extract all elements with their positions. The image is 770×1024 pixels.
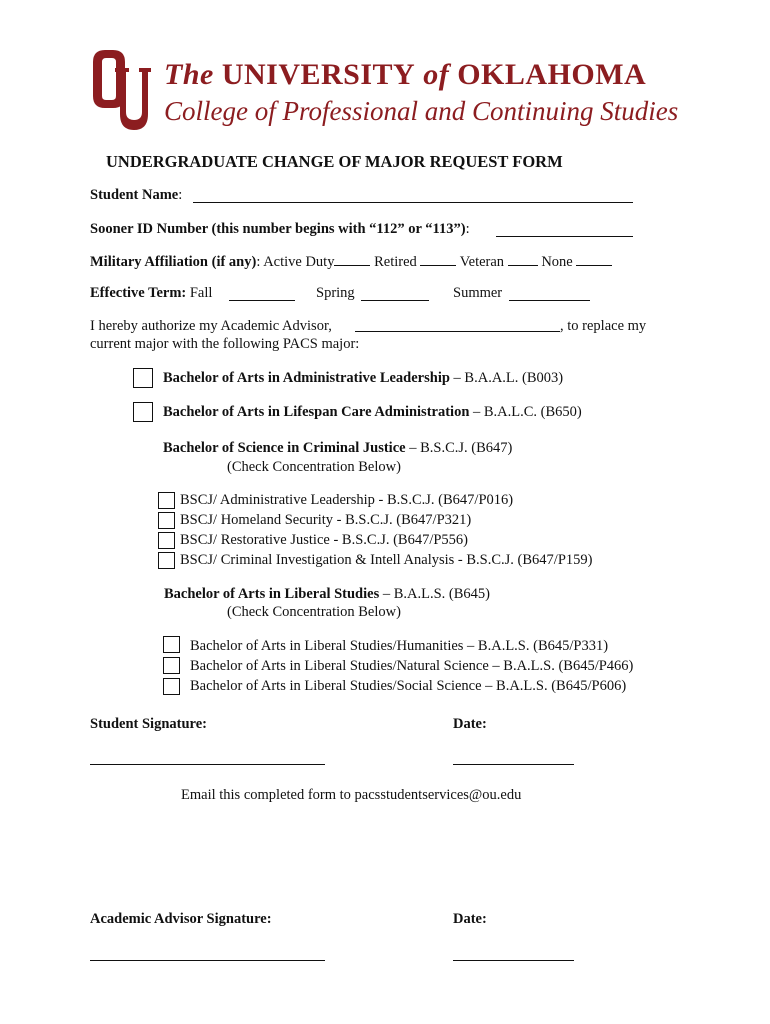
major-bscj-name: Bachelor of Science in Criminal Justice (163, 440, 406, 456)
student-name-colon: : (178, 187, 183, 203)
military-row (90, 253, 612, 271)
sooner-id-field[interactable] (496, 236, 633, 237)
advisor-date-field[interactable] (453, 960, 574, 961)
checkbox-bscj-restorative[interactable] (158, 532, 175, 549)
checkbox-bals-humanities[interactable] (163, 636, 180, 653)
form-title: UNDERGRADUATE CHANGE OF MAJOR REQUEST FORM (106, 152, 563, 171)
term-fall: Fall (189, 285, 213, 301)
university-name (164, 58, 646, 92)
military-label: Military Affiliation (if any) (90, 254, 257, 270)
bals-concentration: Bachelor of Arts in Liberal Studies/Natural Science – B.A.L.S. (B645/P466) (190, 658, 634, 674)
university-of: of (423, 58, 450, 91)
spring-field[interactable] (361, 300, 429, 301)
retired-field[interactable] (420, 253, 456, 266)
military-option-veteran: Veteran (459, 254, 505, 270)
bscj-note: (Check Concentration Below) (227, 459, 401, 475)
major-bscj (163, 440, 512, 457)
university-the: The (164, 58, 214, 91)
major-balc-code: – B.A.L.C. (B650) (469, 404, 582, 420)
checkbox-bals-social-science[interactable] (163, 678, 180, 695)
effective-term-row (90, 285, 212, 302)
major-baal-code: – B.A.A.L. (B003) (449, 370, 564, 386)
email-note: Email this completed form to pacsstudentservices@ou.edu (181, 787, 522, 803)
bscj-concentration: BSCJ/ Homeland Security - B.S.C.J. (B647/P321) (180, 512, 472, 528)
checkbox-balc[interactable] (133, 402, 153, 422)
bals-concentration: Bachelor of Arts in Liberal Studies/Humanities – B.A.L.S. (B645/P331) (190, 638, 609, 654)
checkbox-bscj-criminal[interactable] (158, 552, 175, 569)
checkbox-bscj-homeland[interactable] (158, 512, 175, 529)
university-state: OKLAHOMA (457, 58, 647, 91)
student-signature-field[interactable] (90, 764, 325, 765)
major-balc (163, 404, 582, 421)
sooner-id-row (90, 221, 470, 238)
advisor-signature-label: Academic Advisor Signature: (90, 911, 272, 927)
fall-field[interactable] (229, 300, 295, 301)
bals-note: (Check Concentration Below) (227, 604, 401, 620)
checkbox-baal[interactable] (133, 368, 153, 388)
military-option-retired: Retired (374, 254, 417, 270)
effective-term-label: Effective Term: (90, 285, 187, 301)
active-duty-field[interactable] (334, 253, 370, 266)
authorize-line-2: current major with the following PACS major: (90, 336, 360, 352)
authorize-line-1 (90, 318, 332, 335)
major-baal (163, 370, 563, 387)
summer-field[interactable] (509, 300, 590, 301)
none-field[interactable] (576, 253, 612, 266)
term-spring: Spring (316, 285, 355, 301)
military-colon: : (256, 254, 261, 270)
major-baal-name: Bachelor of Arts in Administrative Leadership (163, 370, 450, 386)
sooner-id-label: Sooner ID Number (this number begins with “112” or “113”) (90, 221, 466, 237)
major-bscj-code: – B.S.C.J. (B647) (405, 440, 513, 456)
military-option-none: None (541, 254, 573, 270)
advisor-name-field[interactable] (355, 331, 560, 332)
authorize-text-b: , to replace my (560, 318, 647, 334)
major-balc-name: Bachelor of Arts in Lifespan Care Administration (163, 404, 470, 420)
advisor-signature-field[interactable] (90, 960, 325, 961)
student-name-field[interactable] (193, 202, 633, 203)
student-name-label: Student Name (90, 187, 179, 203)
term-summer: Summer (453, 285, 503, 301)
major-bals-code: – B.A.L.S. (B645) (379, 586, 491, 602)
bals-concentration: Bachelor of Arts in Liberal Studies/Social Science – B.A.L.S. (B645/P606) (190, 678, 627, 694)
authorize-text-a: I hereby authorize my Academic Advisor, (90, 318, 332, 334)
student-date-label: Date: (453, 716, 487, 732)
ou-logo (89, 46, 153, 132)
university-main: UNIVERSITY (221, 58, 416, 91)
advisor-date-label: Date: (453, 911, 487, 927)
major-bals (164, 586, 490, 603)
military-option-active-duty: Active Duty (263, 254, 335, 270)
bscj-concentration: BSCJ/ Administrative Leadership - B.S.C.J. (B647/P016) (180, 492, 514, 508)
bscj-concentration: BSCJ/ Criminal Investigation & Intell Analysis - B.S.C.J. (B647/P159) (180, 552, 593, 568)
college-name: College of Professional and Continuing Studies (164, 96, 679, 126)
student-signature-label: Student Signature: (90, 716, 207, 732)
checkbox-bals-natural-science[interactable] (163, 657, 180, 674)
student-name-row (90, 187, 182, 204)
major-bals-name: Bachelor of Arts in Liberal Studies (164, 586, 380, 602)
bscj-concentration: BSCJ/ Restorative Justice - B.S.C.J. (B647/P556) (180, 532, 469, 548)
veteran-field[interactable] (508, 253, 538, 266)
sooner-id-colon: : (465, 221, 470, 237)
checkbox-bscj-admin[interactable] (158, 492, 175, 509)
student-date-field[interactable] (453, 764, 574, 765)
